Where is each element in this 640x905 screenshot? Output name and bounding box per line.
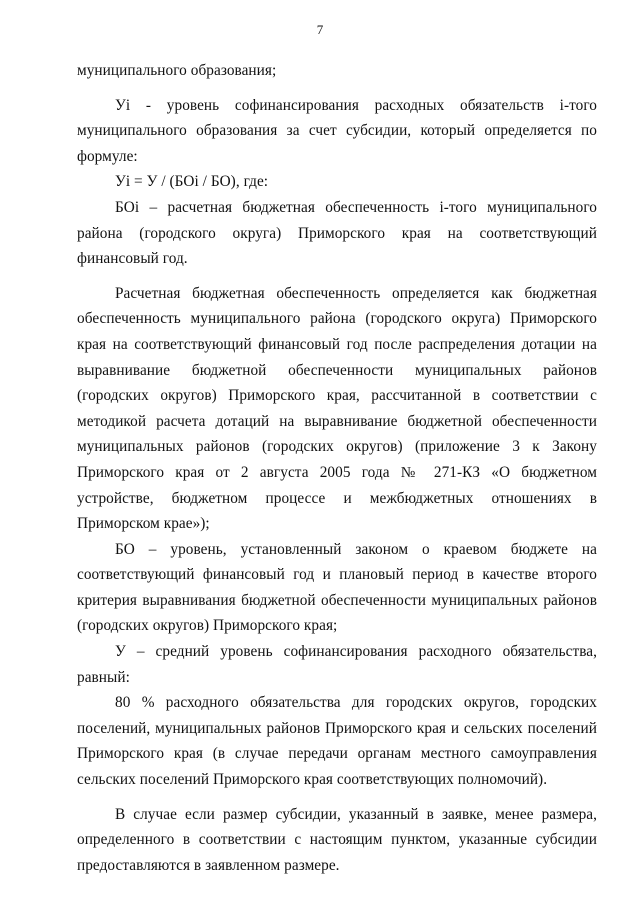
paragraph: Уi = У / (БОi / БО), где: [115, 173, 269, 191]
paragraph: БОi – расчетная бюджетная обеспеченность i-того муниципального района (городского округа) Приморского края на соответствующий финансовый год. [77, 198, 597, 268]
paragraph: У – средний уровень софинансирования расходного обязательства, равный: [77, 643, 597, 686]
page-number: 7 [316, 22, 324, 37]
paragraph: БО – уровень, установленный законом о краевом бюджете на соответствующий финансовый год и плановый период в качестве второго критерия выравнивания бюджетной обеспеченности муниципальных районов (городских округов) Приморского края; [77, 540, 597, 635]
paragraph: 80 % расходного обязательства для городских округов, городских поселений, муниципальных районов Приморского края и сельских поселений Приморского края (в случае передачи органам местного самоуправления сельских поселений Приморского края соответствующих полномочий). [77, 694, 597, 789]
paragraph: В случае если размер субсидии, указанный в заявке, менее размера, определенного в соответствии с настоящим пунктом, указанные субсидии предоставляются в заявленном размере. [77, 805, 597, 874]
paragraph: Уi - уровень софинансирования расходных обязательств i-того муниципального образования за счет субсидии, который определяется по формуле: [77, 96, 597, 165]
paragraph: Расчетная бюджетная обеспеченность определяется как бюджетная обеспеченность муниципального района (городского округа) Приморского края на соответствующий финансовый год после распределения дотации на выравнивание бюджетной обеспеченности муниципальных районов (городских округов) Приморского края, рассчитанной в соответствии с методикой расчета дотаций на выравнивание бюджетной обеспеченности муниципальных районов (городских округов) (приложение 3 к Закону Приморского края от 2 августа 2005 года № 271-КЗ «О бюджетном устройстве, бюджетном процессе и межбюджетных отношениях в Приморском крае»); [77, 284, 597, 533]
paragraph: муниципального образования; [77, 62, 277, 79]
document-body [77, 58, 597, 878]
